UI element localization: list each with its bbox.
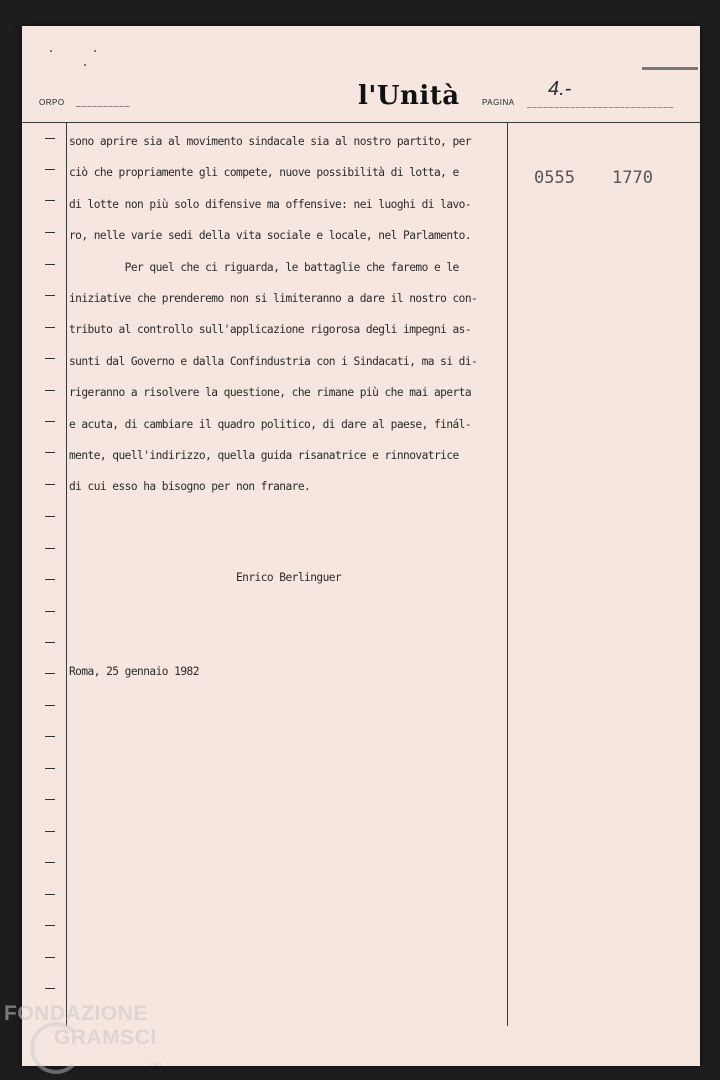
line-marker xyxy=(45,862,55,863)
line-marker xyxy=(45,611,55,612)
line-marker xyxy=(45,295,55,296)
archive-stamp-number: 0555 xyxy=(534,168,575,188)
dateline: Roma, 25 gennaio 1982 xyxy=(69,665,199,678)
line-marker xyxy=(45,768,55,769)
line-marker xyxy=(45,736,55,737)
body-line: di lotte non più solo difensive ma offensive: nei luoghi di lavo- xyxy=(69,197,472,211)
watermark-sub: onlus xyxy=(148,1062,163,1068)
body-line: rigeranno a risolvere la questione, che rimane più che mai aperta xyxy=(69,386,472,400)
line-marker xyxy=(45,327,55,328)
line-marker xyxy=(45,390,55,391)
pagina-fill-line: ___________________________ xyxy=(527,99,675,108)
line-marker xyxy=(45,673,55,674)
newspaper-masthead: l'Unità xyxy=(358,81,460,111)
document-page xyxy=(22,26,700,1066)
watermark-line2: GRAMSCI xyxy=(54,1026,157,1049)
line-marker xyxy=(45,138,55,139)
body-line: ro, nelle varie sedi della vita sociale e locale, nel Parlamento. xyxy=(69,229,472,243)
body-line: iniziative che prenderemo non si limiteranno a dare il nostro con- xyxy=(69,292,478,306)
left-margin-rule xyxy=(66,123,67,1026)
line-marker xyxy=(45,988,55,989)
body-line: mente, quell'indirizzo, quella guida risanatrice e rinnovatrice xyxy=(69,449,459,463)
line-marker xyxy=(45,516,55,517)
line-marker xyxy=(45,957,55,958)
author-signature: Enrico Berlinguer xyxy=(236,571,342,584)
line-marker xyxy=(45,232,55,233)
body-line: Per quel che ci riguarda, le battaglie che faremo e le xyxy=(69,260,459,274)
corpo-fill-line: __________ xyxy=(76,98,131,107)
line-marker xyxy=(45,705,55,706)
corpo-label: ORPO xyxy=(39,98,65,107)
body-line: di cui esso ha bisogno per non franare. xyxy=(69,480,311,494)
body-line: e acuta, di cambiare il quadro politico, di dare al paese, finál- xyxy=(69,417,472,431)
line-marker xyxy=(45,421,55,422)
line-marker xyxy=(45,169,55,170)
line-marker xyxy=(45,358,55,359)
header-rule xyxy=(22,122,700,123)
body-line: tributo al controllo sull'applicazione rigorosa degli impegni as- xyxy=(69,323,472,337)
paper-edge-mark xyxy=(642,67,698,70)
line-marker xyxy=(45,200,55,201)
body-line: sunti dal Governo e dalla Confindustria con i Sindacati, ma si di- xyxy=(69,354,478,368)
pagina-label: PAGINA xyxy=(482,98,515,107)
watermark-line1: FONDAZIONE xyxy=(4,1002,148,1025)
handwritten-page-number: 4.- xyxy=(548,78,572,100)
paper-speck xyxy=(50,50,52,52)
line-marker xyxy=(45,579,55,580)
line-marker xyxy=(45,642,55,643)
archive-stamp-number: 1770 xyxy=(612,168,653,188)
watermark xyxy=(4,1002,157,1050)
line-marker xyxy=(45,799,55,800)
line-marker xyxy=(45,548,55,549)
line-marker xyxy=(45,484,55,485)
paper-speck xyxy=(94,50,96,52)
line-marker xyxy=(45,925,55,926)
line-marker xyxy=(45,264,55,265)
line-marker xyxy=(45,831,55,832)
article-body xyxy=(69,126,509,503)
line-marker xyxy=(45,452,55,453)
line-marker xyxy=(45,894,55,895)
body-line: sono aprire sia al movimento sindacale sia al nostro partito, per xyxy=(69,135,472,148)
paper-speck xyxy=(84,64,86,66)
body-line: ciò che propriamente gli compete, nuove possibilità di lotta, e xyxy=(69,166,459,180)
